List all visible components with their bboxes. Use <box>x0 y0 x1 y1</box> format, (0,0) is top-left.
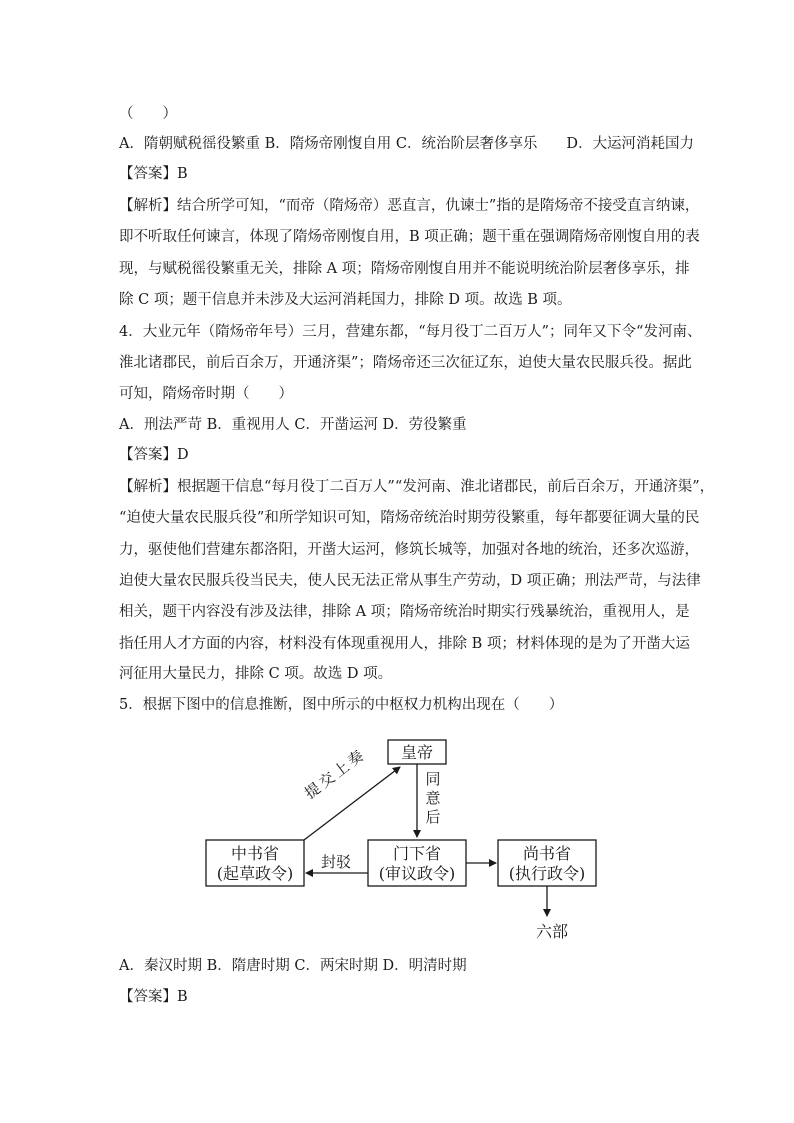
q4-analysis-line-7: 河征用大量民力，排除 C 项。故选 D 项。 <box>119 666 393 682</box>
zhongshu-role: (起草政令) <box>216 864 294 883</box>
approve-label <box>425 770 440 826</box>
q3-analysis-line-1: 【解析】结合所学可知，“而帝（隋炀帝）恶直言，仇谏士”指的是隋炀帝不接受直言纳谏， <box>119 198 700 214</box>
q5-answer: 【答案】B <box>119 989 188 1005</box>
svg-text:奏: 奏 <box>344 746 368 771</box>
q3-options: A．隋朝赋税徭役繁重 B．隋炀帝刚愎自用 C．统治阶层奢侈享乐 D．大运河消耗国力 <box>119 136 695 152</box>
q3-analysis-line-2: 即不听取任何谏言，体现了隋炀帝刚愎自用，B 项正确；题干重在强调隋炀帝刚愎自用的表 <box>119 229 700 245</box>
q4-analysis-line-1: 【解析】根据题干信息“每月役丁二百万人”“发河南、淮北诸郡民，前后百余万，开通济渠”， <box>119 479 715 495</box>
q3-answer: 【答案】B <box>119 166 188 182</box>
svg-text:同: 同 <box>425 770 441 788</box>
q4-analysis-line-6: 指任用人才方面的内容，材料没有体现重视用人，排除 B 项；材料体现的是为了开凿大运 <box>119 636 690 652</box>
q4-stem-line-1: 4．大业元年（隋炀帝年号）三月，营建东都，“每月役丁二百万人”；同年又下令“发河南、 <box>119 324 702 340</box>
menxia-name: 门下省 <box>392 844 442 863</box>
emperor-label: 皇帝 <box>400 743 434 762</box>
svg-text:交: 交 <box>315 768 339 792</box>
q3-analysis-line-4: 除 C 项；题干信息并未涉及大运河消耗国力，排除 D 项。故选 B 项。 <box>119 292 572 308</box>
q5-stem: 5．根据下图中的信息推断，图中所示的中枢权力机构出现在（ ） <box>119 697 564 713</box>
reject-label: 封驳 <box>320 853 352 871</box>
svg-text:意: 意 <box>425 789 441 807</box>
q3-analysis-line-3: 现，与赋税徭役繁重无关，排除 A 项；隋炀帝刚愎自用并不能说明统治阶层奢侈享乐，排 <box>119 261 690 277</box>
q4-analysis-line-5: 相关，题干内容没有涉及法律，排除 A 项；隋炀帝统治时期实行残暴统治，重视用人，是 <box>119 604 690 620</box>
svg-text:后: 后 <box>425 808 441 826</box>
question-blank: （ ） <box>119 106 177 122</box>
q4-analysis-line-3: 力，驱使他们营建东都洛阳，开凿大运河，修筑长城等，加强对各地的统治，还多次巡游， <box>119 542 699 558</box>
q4-analysis-line-4: 迫使大量农民服兵役当民夫，使人民无法正常从事生产劳动，D 项正确；刑法严苛，与法律 <box>119 573 701 589</box>
q5-options: A．秦汉时期 B．隋唐时期 C．两宋时期 D．明清时期 <box>119 958 467 974</box>
zhongshu-name: 中书省 <box>230 844 280 863</box>
q4-options: A．刑法严苛 B．重视用人 C．开凿运河 D．劳役繁重 <box>119 417 467 433</box>
q4-stem-line-2: 淮北诸郡民，前后百余万，开通济渠”；隋炀帝还三次征辽东，迫使大量农民服兵役。据此 <box>119 355 692 371</box>
six-ministries-label: 六部 <box>535 922 569 941</box>
svg-text:上: 上 <box>329 757 353 781</box>
submit-label <box>301 747 367 803</box>
q4-stem-line-3: 可知，隋炀帝时期（ ） <box>119 386 293 402</box>
central-power-diagram <box>200 736 620 948</box>
svg-text:提: 提 <box>301 779 325 803</box>
q4-analysis-line-2: “迫使大量农民服兵役”和所学知识可知，隋炀帝统治时期劳役繁重，每年都要征调大量的民 <box>119 510 700 526</box>
shangshu-name: 尚书省 <box>522 844 572 863</box>
shangshu-role: (执行政令) <box>508 864 586 883</box>
menxia-role: (审议政令) <box>378 864 456 883</box>
q4-answer: 【答案】D <box>119 447 189 463</box>
